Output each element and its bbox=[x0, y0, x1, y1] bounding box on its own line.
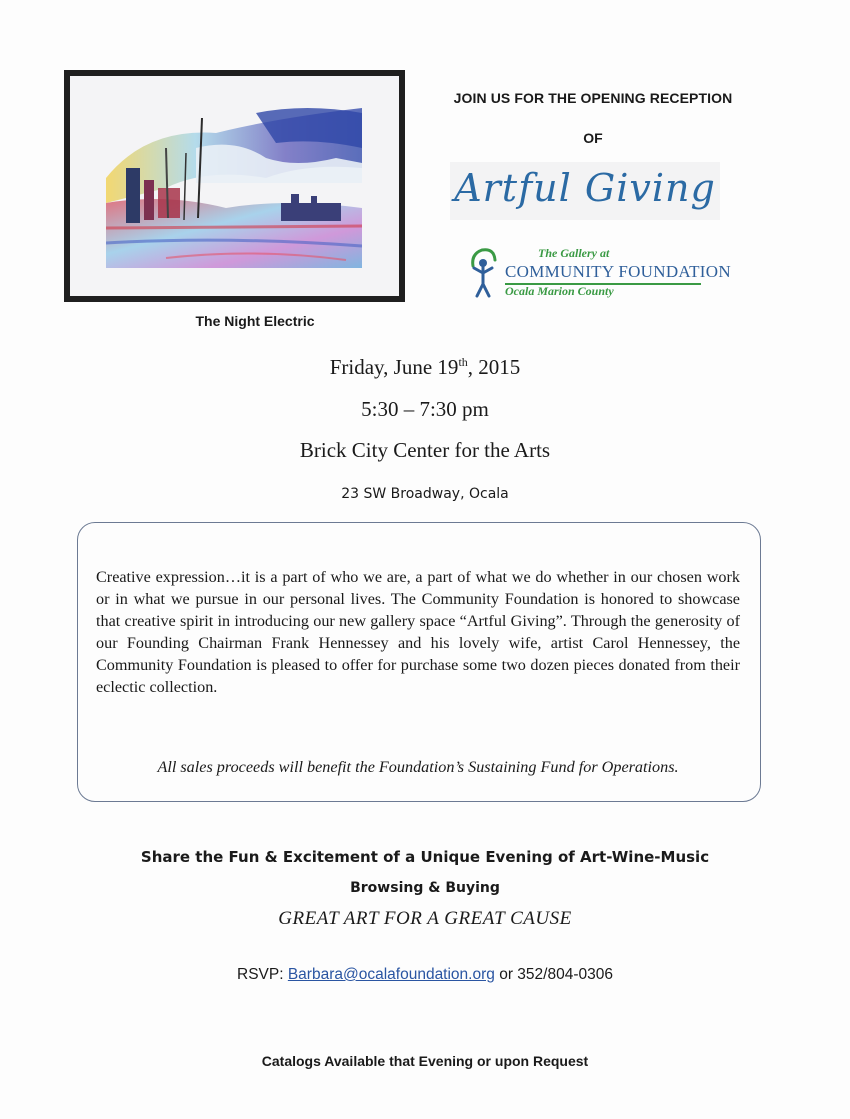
rsvp-email-link[interactable]: Barbara@ocalafoundation.org bbox=[287, 966, 495, 983]
tagline: GREAT ART FOR A GREAT CAUSE bbox=[278, 908, 572, 929]
rsvp-label: RSVP: bbox=[237, 966, 284, 983]
gallery-logo-line3: Ocala Marion County bbox=[505, 284, 614, 298]
tree-person-icon bbox=[468, 246, 498, 300]
event-date-sup: th bbox=[458, 355, 468, 369]
painting-mat bbox=[70, 76, 399, 296]
gallery-logo-line2: COMMUNITY FOUNDATION bbox=[505, 262, 731, 281]
event-date-year: , 2015 bbox=[467, 355, 521, 379]
info-paragraph: Creative expression…it is a part of who we are, a part of what we do whether in our chosen work or in what we pursue in our personal lives. The Community Foundation is honored to showcase that creative spirit in introducing our new gallery space “Artful Giving”. Through the generosity of our Founding Chairman Frank Hennessey and his lovely wife, artist Carol Hennessey, the Community Foundation is pleased to offer for purchase some two dozen pieces donated from their eclectic collection. bbox=[96, 568, 740, 696]
info-note: All sales proceeds will benefit the Foundation’s Sustaining Fund for Operations. bbox=[157, 758, 679, 776]
event-date-prefix: Friday, June 19 bbox=[329, 355, 459, 379]
rsvp-line bbox=[0, 966, 850, 984]
event-date bbox=[0, 355, 850, 380]
painting-caption: The Night Electric bbox=[195, 313, 315, 329]
browse-line: Browsing & Buying bbox=[350, 880, 500, 896]
gallery-logo-line1: The Gallery at bbox=[538, 246, 610, 260]
catalogs-line: Catalogs Available that Evening or upon Request bbox=[261, 1053, 589, 1069]
event-venue: Brick City Center for the Arts bbox=[299, 438, 551, 462]
event-address: 23 SW Broadway, Ocala bbox=[341, 486, 509, 502]
invitation-of: OF bbox=[583, 130, 603, 146]
rsvp-phone: or 352/804-0306 bbox=[499, 966, 613, 983]
watercolor-painting bbox=[106, 108, 362, 268]
painting-frame bbox=[64, 70, 405, 302]
event-time: 5:30 – 7:30 pm bbox=[361, 397, 489, 421]
artful-giving-logo: Artful Giving bbox=[454, 166, 716, 210]
share-line: Share the Fun & Excitement of a Unique Evening of Art-Wine-Music bbox=[140, 848, 710, 866]
invitation-heading: JOIN US FOR THE OPENING RECEPTION bbox=[453, 90, 733, 106]
